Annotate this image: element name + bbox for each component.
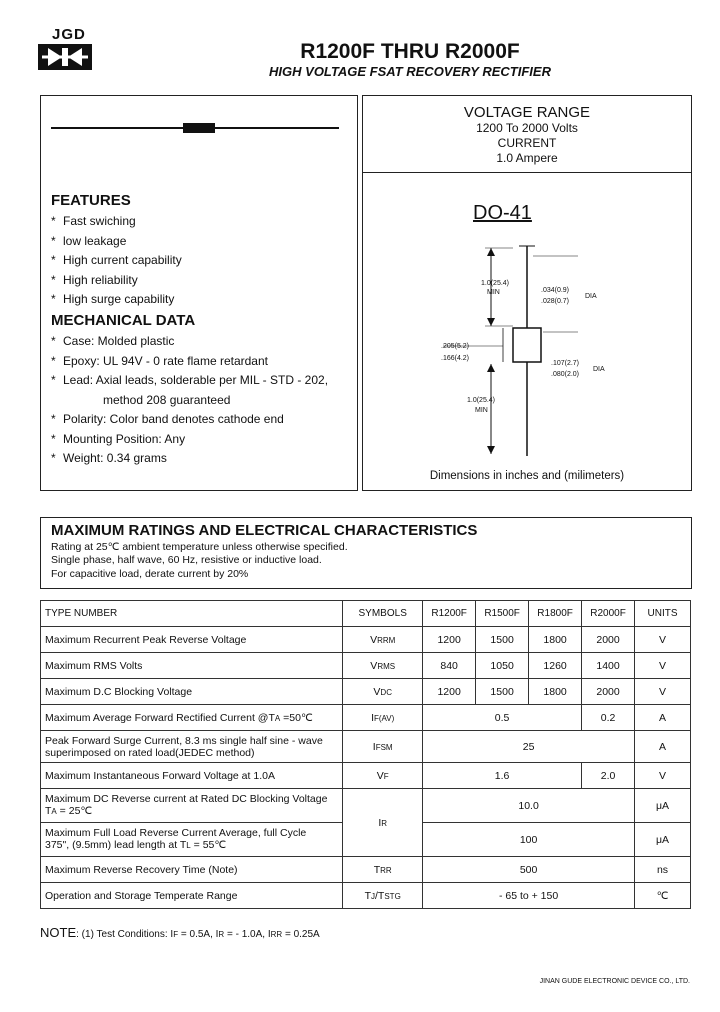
rating-note: For capacitive load, derate current by 20% xyxy=(51,568,249,580)
package-name: DO-41 xyxy=(473,202,532,224)
table-row: Maximum Average Forward Rectified Current @TA =50℃ IF(AV) 0.5 0.2 A xyxy=(41,705,691,731)
dim-body-dia-max: .107(2.7) xyxy=(551,360,580,367)
ratings-header xyxy=(40,517,692,589)
dim-lead-top: 1.0(25.4) xyxy=(481,280,510,287)
mechanical-list xyxy=(51,332,328,469)
current-value: 1.0 Ampere xyxy=(496,151,558,165)
mechanical-heading: MECHANICAL DATA xyxy=(51,312,196,329)
list-item: * Polarity: Color band denotes cathode end xyxy=(51,412,284,426)
package-outline-drawing xyxy=(363,236,691,466)
dim-lead-bot: 1.0(25.4) xyxy=(467,397,496,404)
dim-wire-min: .028(0.7) xyxy=(541,298,570,305)
company-footer: JINAN GUDE ELECTRONIC DEVICE CO., LTD. xyxy=(539,978,690,985)
dim-body-dia-min: .080(2.0) xyxy=(551,371,580,378)
table-row: Maximum Instantaneous Forward Voltage at 1.0A VF 1.6 2.0 V xyxy=(41,763,691,789)
list-item: * Epoxy: UL 94V - 0 rate flame retardant xyxy=(51,353,268,368)
diode-drawing xyxy=(47,120,347,136)
column-header: SYMBOLS xyxy=(343,601,423,627)
list-item: * low leakage xyxy=(51,233,127,248)
current-heading: CURRENT xyxy=(497,136,557,150)
dim-min-top: MIN xyxy=(487,289,500,296)
column-header: UNITS xyxy=(635,601,691,627)
brand-name: JGD xyxy=(52,26,86,43)
table-row: Maximum D.C Blocking Voltage VDC 1200 1500 1800 2000 V xyxy=(41,679,691,705)
dim-wire-max: .034(0.9) xyxy=(541,287,570,294)
dimensions-caption: Dimensions in inches and (milimeters) xyxy=(429,470,625,482)
footnote: NOTE: (1) Test Conditions: IF = 0.5A, IR = - 1.0A, IRR = 0.25A xyxy=(40,925,320,940)
list-item: * Fast swiching xyxy=(51,214,136,228)
table-header-row xyxy=(41,601,691,627)
column-header: R1500F xyxy=(476,601,529,627)
list-item: * Case: Molded plastic xyxy=(51,334,175,348)
list-item: * High surge capability xyxy=(51,292,175,306)
dim-dia-1: DIA xyxy=(585,293,597,300)
dim-body-len-max: .205(5.2) xyxy=(441,343,470,350)
dim-min-bot: MIN xyxy=(475,407,488,414)
table-row: Peak Forward Surge Current, 8.3 ms single half sine - wave superimposed on rated load(JEDEC method) IFSM 25 A xyxy=(41,731,691,763)
table-row: Maximum Full Load Reverse Current Average, full Cycle 375", (9.5mm) lead length at TL = 55℃ 100 μA xyxy=(41,823,691,857)
list-item: * Weight: 0.34 grams xyxy=(51,451,167,465)
package-panel xyxy=(362,95,692,491)
list-item: method 208 guaranteed xyxy=(103,392,231,407)
dim-dia-2: DIA xyxy=(593,366,605,373)
column-header: R1200F xyxy=(423,601,476,627)
list-item: * High current capability xyxy=(51,253,182,267)
table-row: Maximum RMS Volts VRMS 840 1050 1260 1400 V xyxy=(41,653,691,679)
ratings-title: MAXIMUM RATINGS AND ELECTRICAL CHARACTERISTICS xyxy=(51,522,478,539)
features-heading: FEATURES xyxy=(51,192,131,209)
voltage-range-value: 1200 To 2000 Volts xyxy=(476,121,578,135)
logo-icon xyxy=(38,44,92,70)
table-row: Maximum DC Reverse current at Rated DC Blocking Voltage TA = 25℃ IR 10.0 μA xyxy=(41,789,691,823)
list-item: * High reliability xyxy=(51,272,138,287)
dim-body-len-min: .166(4.2) xyxy=(441,355,470,362)
features-list xyxy=(51,212,182,310)
column-header: R2000F xyxy=(582,601,635,627)
rating-note: Rating at 25℃ ambient temperature unless otherwise specified. xyxy=(51,541,348,553)
table-row: Operation and Storage Temperate Range TJ/TSTG - 65 to + 150 ℃ xyxy=(41,883,691,909)
list-item: * Lead: Axial leads, solderable per MIL - STD - 202, xyxy=(51,373,329,387)
page-subtitle: HIGH VOLTAGE FSAT RECOVERY RECTIFIER xyxy=(269,64,551,79)
list-item: * Mounting Position: Any xyxy=(51,431,186,446)
page-title: R1200F THRU R2000F xyxy=(300,40,520,63)
table-row: Maximum Recurrent Peak Reverse Voltage VRRM 1200 1500 1800 2000 V xyxy=(41,627,691,653)
spec-table xyxy=(40,600,691,909)
rating-note: Single phase, half wave, 60 Hz, resistive or inductive load. xyxy=(51,554,322,566)
column-header: TYPE NUMBER xyxy=(41,601,343,627)
features-panel xyxy=(40,95,358,491)
table-row: Maximum Reverse Recovery Time (Note) TRR 500 ns xyxy=(41,857,691,883)
voltage-range-heading: VOLTAGE RANGE xyxy=(463,104,591,121)
column-header: R1800F xyxy=(529,601,582,627)
